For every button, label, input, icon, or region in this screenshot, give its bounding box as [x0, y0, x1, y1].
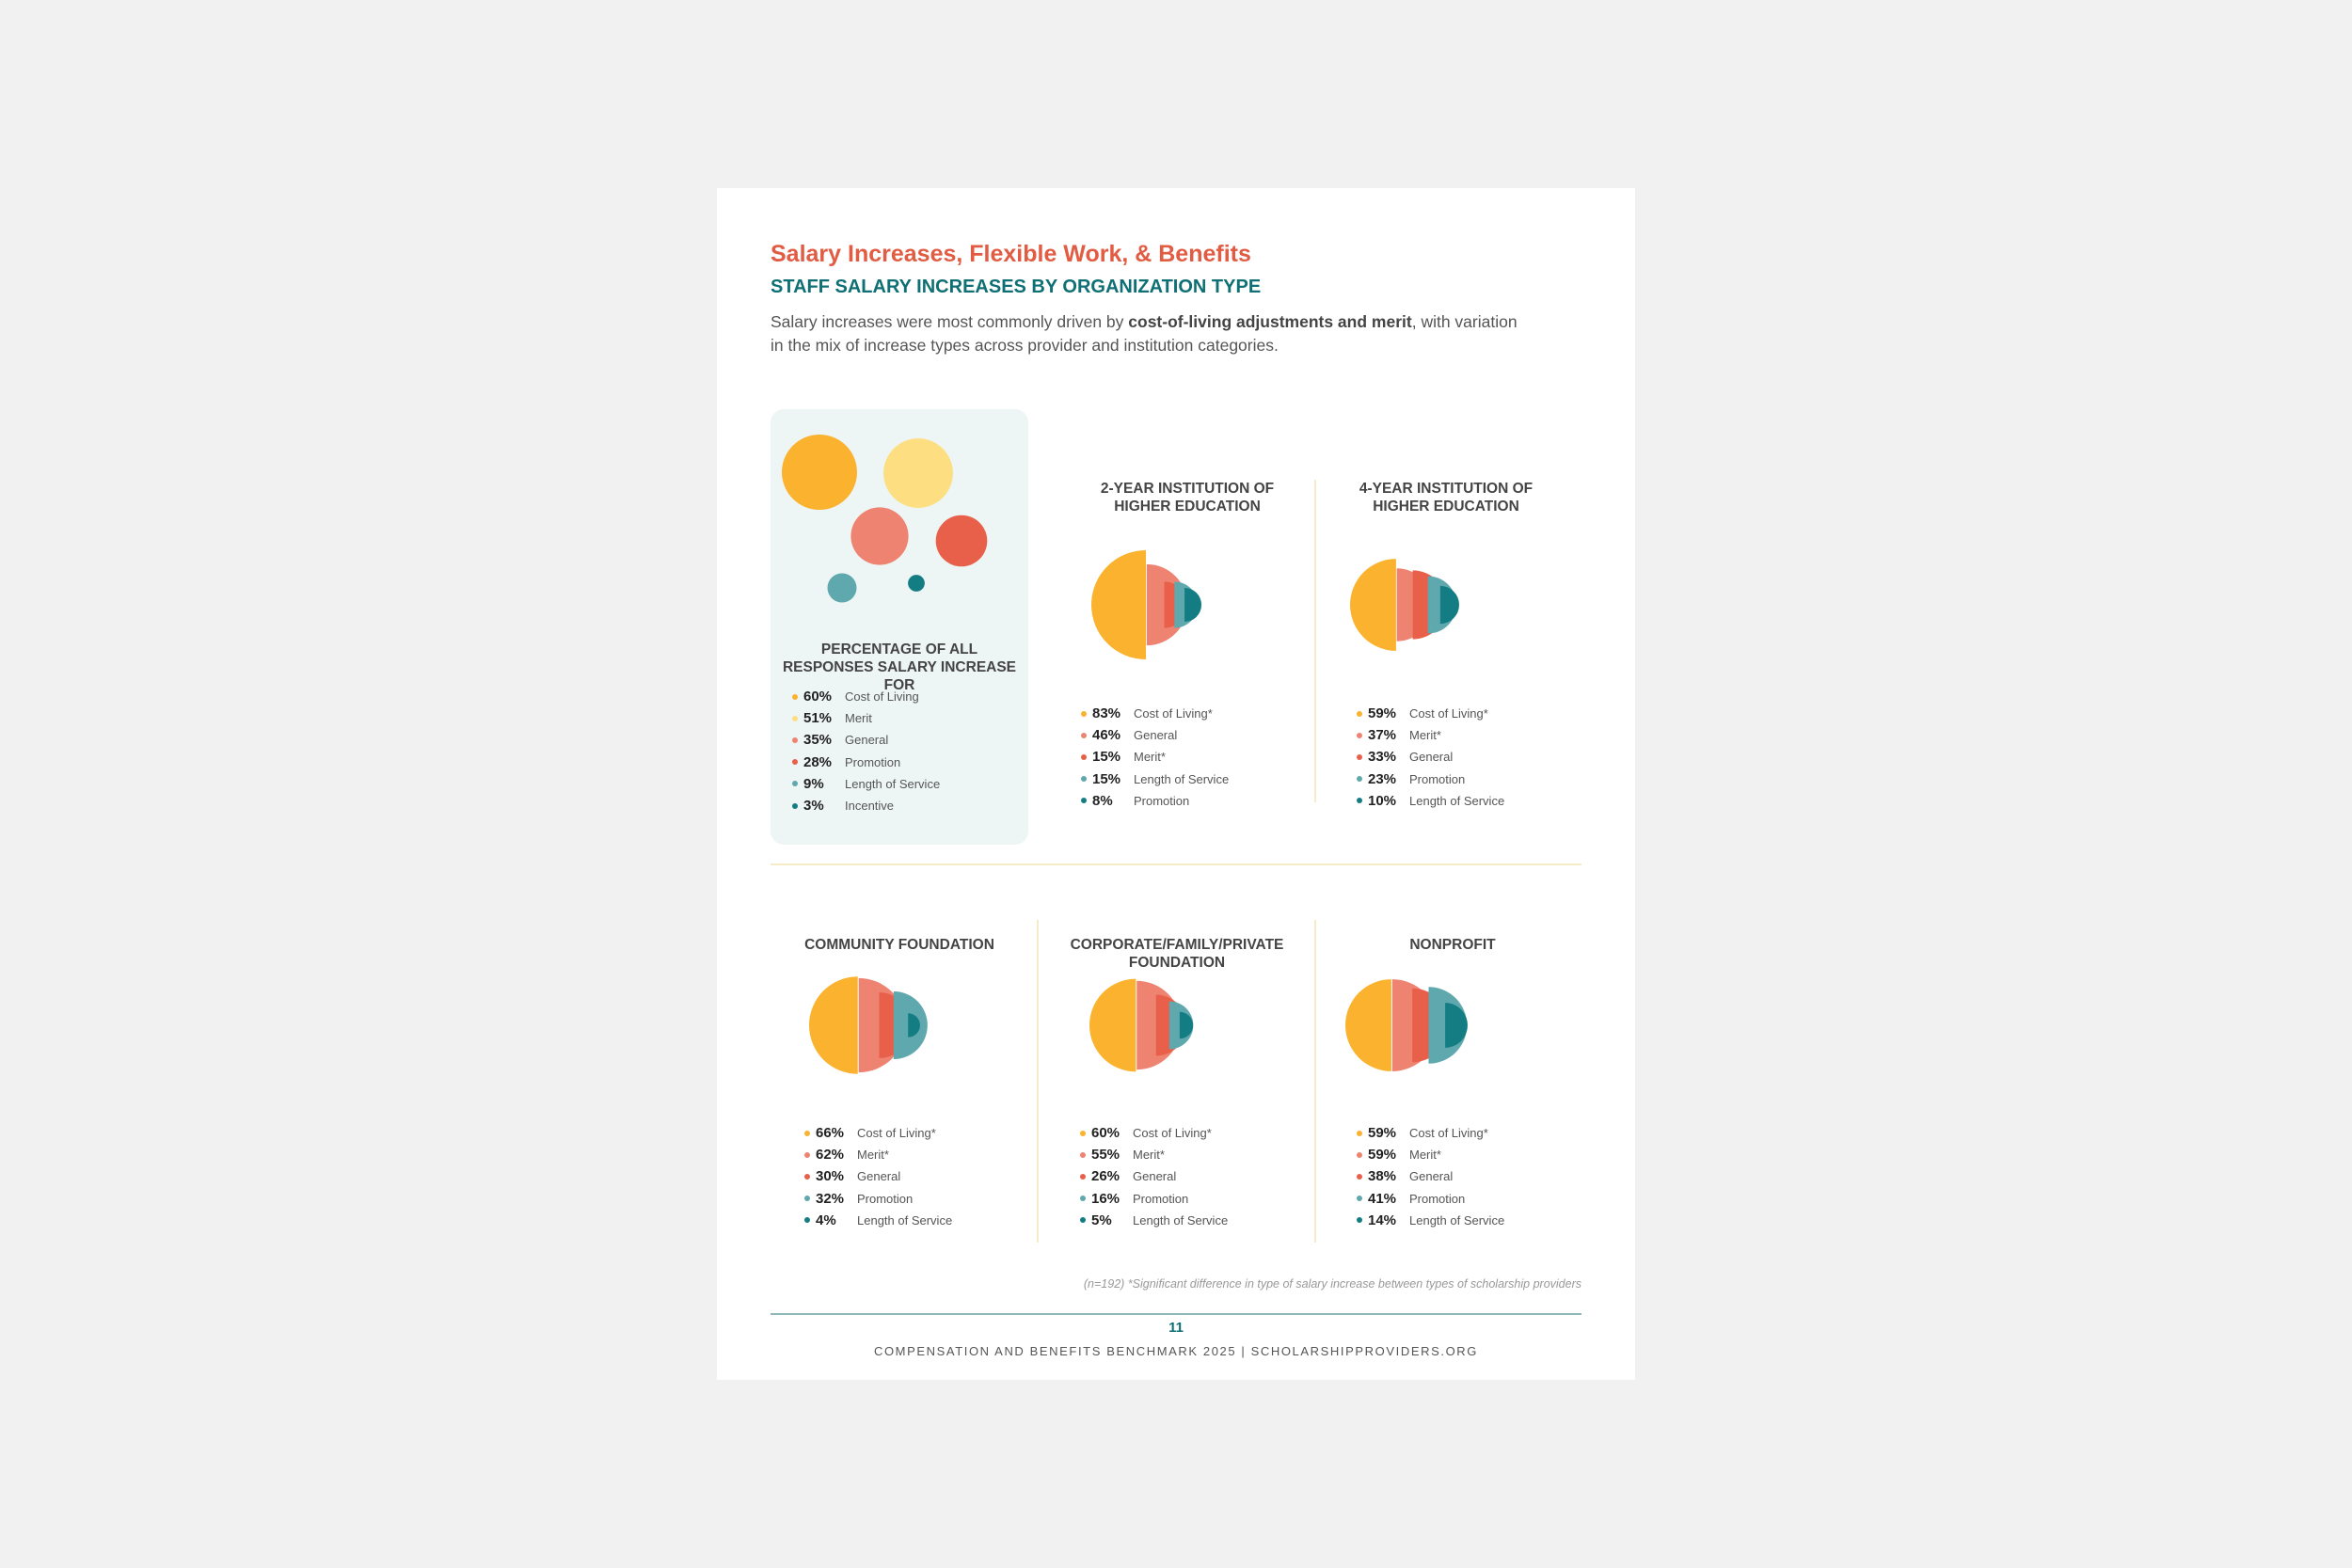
legend-item-promotion	[1081, 790, 1229, 812]
legend-item-promotion	[1080, 1188, 1228, 1210]
legend-swatch	[1357, 776, 1362, 782]
legend-item-length-of-service	[1357, 1210, 1504, 1231]
section-subtitle: STAFF SALARY INCREASES BY ORGANIZATION TYPE	[771, 277, 1262, 297]
legend-label: General	[857, 1169, 901, 1184]
legend-item-merit	[1080, 1144, 1228, 1165]
legend-label: General	[1409, 750, 1454, 765]
footer-rule	[771, 1313, 1581, 1315]
legend-value: 28%	[803, 753, 833, 770]
legend-item-merit	[1081, 746, 1229, 768]
legend-value: 38%	[1368, 1168, 1397, 1185]
legend-item-merit	[1357, 724, 1504, 746]
legend-value: 37%	[1368, 727, 1397, 744]
half-circle-chart-2-year	[1084, 550, 1300, 673]
legend-value: 51%	[803, 710, 833, 727]
overall-chart-title: PERCENTAGE OF ALL RESPONSES SALARY INCREASE FOR	[782, 641, 1017, 693]
bubble-cost-of-living	[782, 435, 857, 510]
legend-item-cost-of-living	[1080, 1122, 1228, 1144]
chart-title-2-year: 2-YEAR INSTITUTION OF HIGHER EDUCATION	[1100, 481, 1275, 515]
legend-item-general	[1081, 724, 1229, 746]
legend-value: 32%	[816, 1190, 845, 1207]
legend-value: 83%	[1092, 705, 1121, 722]
legend-label: Length of Service	[845, 776, 941, 791]
half-circle-chart-nonprofit	[1338, 971, 1554, 1093]
half-circle-chart-4-year	[1343, 550, 1559, 673]
legend-item-general	[1357, 746, 1504, 768]
legend-item-length-of-service	[792, 773, 940, 795]
legend-label: Cost of Living*	[1409, 1126, 1488, 1141]
legend-label: Length of Service	[1409, 793, 1505, 808]
intro-text-1: Salary increases were most commonly driven by	[771, 312, 1129, 331]
legend-2-year	[1081, 703, 1229, 812]
legend-value: 59%	[1368, 705, 1397, 722]
legend-item-length-of-service	[804, 1210, 952, 1231]
legend-swatch	[1080, 1174, 1086, 1180]
legend-value: 8%	[1092, 792, 1113, 809]
legend-value: 10%	[1368, 792, 1397, 809]
footnote: (n=192) *Significant difference in type of salary increase between types of scholarship providers	[1083, 1277, 1581, 1291]
legend-item-length-of-service	[1357, 790, 1504, 812]
legend-nonprofit	[1357, 1122, 1504, 1231]
legend-value: 15%	[1092, 749, 1121, 766]
legend-value: 5%	[1091, 1212, 1112, 1228]
legend-label: Incentive	[845, 799, 895, 814]
half-circle-cost-of-living	[1091, 550, 1146, 659]
legend-swatch	[1357, 1196, 1362, 1201]
legend-label: Merit*	[1409, 728, 1441, 743]
legend-value: 26%	[1091, 1168, 1120, 1185]
intro-paragraph	[771, 310, 1523, 357]
legend-label: Promotion	[1409, 1191, 1466, 1206]
legend-swatch	[792, 716, 798, 721]
legend-item-incentive	[792, 795, 940, 816]
legend-item-cost-of-living	[1357, 1122, 1504, 1144]
legend-value: 60%	[803, 689, 833, 705]
legend-label: Merit	[845, 711, 872, 726]
legend-item-general	[1357, 1165, 1504, 1187]
legend-label: Merit*	[1134, 750, 1166, 765]
legend-value: 62%	[816, 1147, 845, 1164]
legend-swatch	[1357, 1174, 1362, 1180]
legend-swatch	[1081, 798, 1087, 803]
legend-label: Promotion	[845, 754, 901, 769]
half-circle-promotion	[1184, 588, 1201, 622]
legend-item-general	[792, 729, 940, 751]
legend-label: General	[1134, 728, 1178, 743]
legend-label: Length of Service	[1134, 771, 1230, 786]
legend-value: 30%	[816, 1168, 845, 1185]
overall-legend	[792, 686, 940, 816]
legend-label: Cost of Living*	[1409, 706, 1488, 721]
legend-label: General	[1133, 1169, 1177, 1184]
legend-value: 23%	[1368, 770, 1397, 787]
half-circle-length-of-service	[1440, 586, 1459, 624]
legend-item-merit	[804, 1144, 952, 1165]
bubble-length-of-service	[828, 574, 857, 603]
legend-label: Merit*	[1409, 1148, 1441, 1163]
legend-swatch	[1081, 711, 1087, 717]
legend-item-merit	[792, 707, 940, 729]
legend-label: Promotion	[1409, 771, 1466, 786]
legend-swatch	[1080, 1217, 1086, 1223]
legend-label: Promotion	[1133, 1191, 1189, 1206]
intro-text-bold: cost-of-living adjustments and merit	[1128, 312, 1412, 331]
legend-swatch	[804, 1152, 810, 1158]
legend-swatch	[1081, 754, 1087, 760]
legend-value: 35%	[803, 732, 833, 749]
legend-swatch	[1081, 776, 1087, 782]
legend-value: 66%	[816, 1125, 845, 1142]
legend-value: 60%	[1091, 1125, 1120, 1142]
legend-item-general	[804, 1165, 952, 1187]
legend-label: Length of Service	[857, 1212, 953, 1227]
chart-title-corporate-foundation: CORPORATE/FAMILY/PRIVATE FOUNDATION	[1070, 937, 1284, 971]
legend-swatch	[792, 737, 798, 743]
legend-swatch	[792, 803, 798, 809]
bubble-general	[850, 507, 908, 564]
legend-label: Cost of Living*	[1134, 706, 1213, 721]
chart-title-community-foundation: COMMUNITY FOUNDATION	[804, 937, 994, 953]
chart-title-4-year: 4-YEAR INSTITUTION OF HIGHER EDUCATION	[1359, 481, 1534, 515]
legend-item-merit	[1357, 1144, 1504, 1165]
legend-swatch	[1357, 798, 1362, 803]
legend-swatch	[1357, 754, 1362, 760]
legend-swatch	[1357, 711, 1362, 717]
half-circle-cost-of-living	[809, 976, 858, 1073]
intro-text-2: , with variation in the mix of increase types across provider and institution categories.	[771, 312, 1518, 355]
half-circle-chart-community-foundation	[802, 971, 1018, 1093]
legend-item-promotion	[804, 1188, 952, 1210]
legend-value: 46%	[1092, 727, 1121, 744]
legend-swatch	[804, 1131, 810, 1136]
legend-corporate-foundation	[1080, 1122, 1228, 1231]
legend-swatch	[1081, 733, 1087, 738]
legend-label: Length of Service	[1409, 1212, 1505, 1227]
legend-item-length-of-service	[1080, 1210, 1228, 1231]
footer-text: COMPENSATION AND BENEFITS BENCHMARK 2025 | SCHOLARSHIPPROVIDERS.ORG	[873, 1344, 1478, 1358]
legend-swatch	[1357, 1217, 1362, 1223]
legend-item-cost-of-living	[804, 1122, 952, 1144]
page-number: 11	[1168, 1320, 1184, 1336]
legend-item-cost-of-living	[1357, 703, 1504, 724]
legend-swatch	[804, 1217, 810, 1223]
half-circle-chart-corporate-foundation	[1082, 971, 1298, 1093]
half-circle-cost-of-living	[1089, 979, 1136, 1072]
legend-swatch	[792, 694, 798, 700]
overall-bubble-chart	[771, 409, 1028, 607]
legend-item-promotion	[1357, 1188, 1504, 1210]
legend-item-cost-of-living	[1081, 703, 1229, 724]
legend-swatch	[804, 1196, 810, 1201]
legend-4-year	[1357, 703, 1504, 812]
bubble-merit	[883, 438, 953, 508]
legend-label: General	[845, 733, 889, 748]
bubble-incentive	[908, 575, 925, 592]
legend-swatch	[1357, 1131, 1362, 1136]
legend-value: 33%	[1368, 749, 1397, 766]
legend-swatch	[1357, 1152, 1362, 1158]
legend-value: 59%	[1368, 1147, 1397, 1164]
legend-value: 14%	[1368, 1212, 1397, 1228]
divider-vertical-row1	[1314, 480, 1316, 802]
legend-value: 15%	[1092, 770, 1121, 787]
legend-community-foundation	[804, 1122, 952, 1231]
legend-value: 4%	[816, 1212, 836, 1228]
legend-swatch	[1080, 1131, 1086, 1136]
legend-item-promotion	[792, 752, 940, 773]
legend-label: Promotion	[857, 1191, 914, 1206]
half-circle-cost-of-living	[1345, 979, 1391, 1071]
legend-item-general	[1080, 1165, 1228, 1187]
legend-item-length-of-service	[1081, 768, 1229, 790]
legend-value: 41%	[1368, 1190, 1397, 1207]
legend-item-promotion	[1357, 768, 1504, 790]
divider-horizontal	[771, 863, 1581, 865]
legend-label: Merit*	[857, 1148, 889, 1163]
legend-label: Merit*	[1133, 1148, 1165, 1163]
half-circle-length-of-service	[1445, 1003, 1468, 1048]
legend-swatch	[1357, 733, 1362, 738]
legend-value: 16%	[1091, 1190, 1120, 1207]
legend-label: Cost of Living*	[1133, 1126, 1212, 1141]
legend-swatch	[792, 781, 798, 786]
legend-item-cost-of-living	[792, 686, 940, 707]
bubble-promotion	[936, 515, 988, 567]
legend-swatch	[804, 1174, 810, 1180]
legend-value: 9%	[803, 775, 824, 792]
legend-value: 3%	[803, 798, 824, 815]
legend-label: Promotion	[1134, 793, 1190, 808]
overall-responses-panel	[771, 409, 1028, 845]
legend-label: Cost of Living	[845, 689, 919, 705]
chart-title-nonprofit: NONPROFIT	[1409, 937, 1496, 953]
page-title: Salary Increases, Flexible Work, & Benefits	[771, 241, 1251, 267]
legend-value: 59%	[1368, 1125, 1397, 1142]
legend-value: 55%	[1091, 1147, 1120, 1164]
legend-swatch	[1080, 1152, 1086, 1158]
legend-label: Cost of Living*	[857, 1126, 936, 1141]
divider-vertical-row2-left	[1037, 920, 1039, 1243]
legend-swatch	[1080, 1196, 1086, 1201]
half-circle-cost-of-living	[1350, 559, 1396, 651]
legend-swatch	[792, 759, 798, 765]
divider-vertical-row2-right	[1314, 920, 1316, 1243]
legend-label: General	[1409, 1169, 1454, 1184]
report-page	[717, 188, 1635, 1380]
legend-label: Length of Service	[1133, 1212, 1229, 1227]
